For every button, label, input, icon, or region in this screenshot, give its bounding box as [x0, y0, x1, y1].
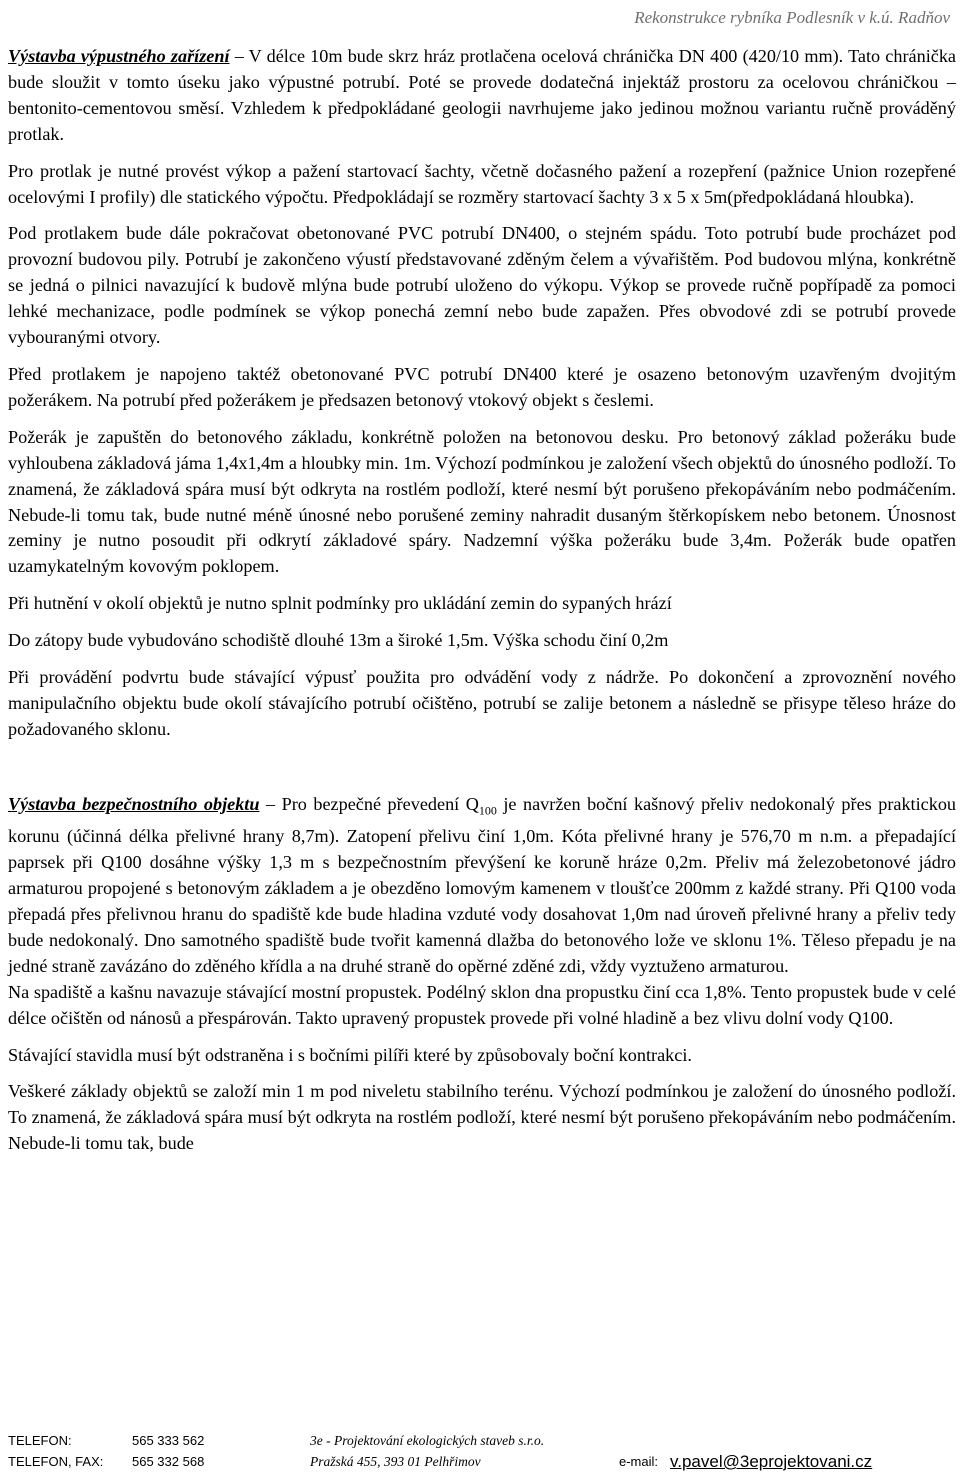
- section-title-safety: Výstavba bezpečnostního objektu: [8, 793, 260, 814]
- phone-label: TELEFON:: [8, 1433, 72, 1448]
- paragraph-text: – Pro bezpečné převedení Q: [259, 793, 479, 814]
- paragraph-sluices: Stávající stavidla musí být odstraněna i s bočními pilíři které by způsobovaly boční kontrakci.: [8, 1044, 692, 1065]
- section-gap: [8, 754, 956, 792]
- paragraph-monk: Před protlakem je napojeno taktéž obetonované PVC potrubí DN400 které je osazeno betonovým uzavřeným dvojitým požerákem. Na potrubí před požerákem je předsazen betonový vtokový objekt s česlemi.: [8, 363, 956, 410]
- fax-label: TELEFON, FAX:: [8, 1454, 104, 1469]
- paragraph-compaction: Při hutnění v okolí objektů je nutno splnit podmínky pro ukládání zemin do sypaných hrází: [8, 593, 672, 614]
- email-link[interactable]: v.pavel@3eprojektovani.cz: [670, 1452, 873, 1471]
- paragraph-shaft: Pro protlak je nutné provést výkop a pažení startovací šachty, včetně dočasného pažení a rozepření (pažnice Union rozepřené ocelovými I profily) dle statického výpočtu. Předpokládají se rozměry startovací šachty 3 x 5 x 5m(předpokládaná hloubka).: [8, 160, 956, 207]
- email-label: e-mail:: [619, 1454, 659, 1469]
- paragraph-pipe: Pod protlakem bude dále pokračovat obetonované PVC potrubí DN400, o stejném spádu. Toto potrubí bude procházet pod provozní budovou pily. Potrubí je zakončeno výustí představované zděným čelem a vývařištěm. Pod budovou mlýna, konkrétně se jedná o pilnici navazující k budově mlýna bude potrubí uloženo do výkopu. Výkop se provede ručně popřípadě za pomoci lehké mechanizace, podle podmínek se výkop ponechá zemní nebo bude zapažen. Přes obvodové zdi se potrubí provede vybouranými otvory.: [8, 223, 956, 348]
- company-name: 3e - Projektování ekologických staveb s.r.o.: [310, 1433, 545, 1448]
- paragraph-culvert: Na spadiště a kašnu navazuje stávající mostní propustek. Podélný sklon dna propustku činí cca 1,8%. Tento propustek bude v celé délce očištěn od nánosů a přespárován. Takto upravený propustek provede při volné hladině a bez vlivu dolní vody Q100.: [8, 981, 956, 1028]
- paragraph-stairs: Do zátopy bude vybudováno schodiště dlouhé 13m a široké 1,5m. Výška schodu činí 0,2m: [8, 630, 669, 651]
- footer-row-fax: [8, 1451, 952, 1472]
- paragraph-foundations: Veškeré základy objektů se založí min 1 m pod niveletu stabilního terénu. Výchozí podmínkou je založení do únosného podloží. To znamená, že základová spára musí být odkryta na rostlém podloží, které nesmí být porušeno překopáváním nebo podmáčením. Nebude-li tomu tak, bude: [8, 1081, 956, 1154]
- paragraph-outlet-structure: [8, 44, 956, 148]
- paragraph-drilling: Při provádění podvrtu bude stávající výpusť použita pro odvádění vody z nádrže. Po dokončení a zprovoznění nového manipulačního objektu bude okolí stávajícího potrubí očištěno, potrubí se zalije betonem a následně se přisype těleso hráze do požadovaného sklonu.: [8, 667, 956, 739]
- company-address: Pražská 455, 393 01 Pelhřimov: [310, 1454, 481, 1469]
- paragraph-foundation: Požerák je zapuštěn do betonového základu, konkrétně položen na betonovou desku. Pro betonový základ požeráku bude vyhloubena základová jáma 1,4x1,4m a hloubky min. 1m. Výchozí podmínkou je založení všech objektů do únosného podloží. To znamená, že základová spára musí být odkryta na rostlém podloží, které nesmí být porušeno překopáváním nebo podmáčením. Nebude-li tomu tak, bude nutné méně únosné nebo porušené zeminy nahradit dusaným štěrkopískem nebo betonem. Únosnost zeminy je nutno posoudit při odkrytí základové spáry. Nadzemní výška požeráku bude 3,4m. Požerák bude opatřen uzamykatelným kovovým poklopem.: [8, 426, 956, 577]
- document-header: Rekonstrukce rybníka Podlesník v k.ú. Radňov: [634, 8, 950, 27]
- paragraph-safety-structure: [8, 792, 956, 980]
- fax-value: 565 332 568: [132, 1454, 205, 1469]
- footer-row-phone: [8, 1430, 952, 1451]
- paragraph-text: je navržen boční kašnový přeliv nedokonalý přes praktickou korunu (účinná délka přelivné hrany 8,7m). Zatopení přelivu činí 1,0m. Kóta přelivné hrany je 576,70 m n.m. a přepadající paprsek při Q100 dosáhne výšky 1,3 m s bezpečnostním převýšení ke koruně hráze 0,2m. Přeliv má železobetonové jádro armaturou propojené s betonovým základem a je obezděno lomovým kamenem v tloušťce 200mm z každé strany. Při Q100 voda přepadá přes přelivnou hranu do spadiště kde bude hladina vzduté vody dosahovat 1,0m nad úroveň přelivné hrany a přeliv tedy bude nedokonalý. Dno samotného spadiště bude tvořit kamenná dlažba do betonového lože ve sklonu 1%. Těleso přepadu je na jedné straně zavázáno do zděného křídla a na druhé straně do opěrné zděné zdi, vždy vyztuženo armaturou.: [8, 793, 957, 976]
- document-body: [8, 44, 956, 1168]
- subscript-q: 100: [478, 803, 497, 818]
- document-footer: [8, 1430, 952, 1472]
- phone-value: 565 333 562: [132, 1433, 205, 1448]
- paragraph-text: – V délce 10m bude skrz hráz protlačena ocelová chránička DN 400 (420/10 mm). Tato chránička bude sloužit v tomto úseku jako výpustné potrubí. Poté se provede dodatečná injektáž prostoru za ocelovou chráničkou – bentonito-cementovou směsí. Vzhledem k předpokládané geologii navrhujeme jako jedinou možnou variantu ručně prováděný protlak.: [8, 46, 956, 144]
- section-title-outlet: Výstavba výpustného zařízení: [8, 46, 230, 66]
